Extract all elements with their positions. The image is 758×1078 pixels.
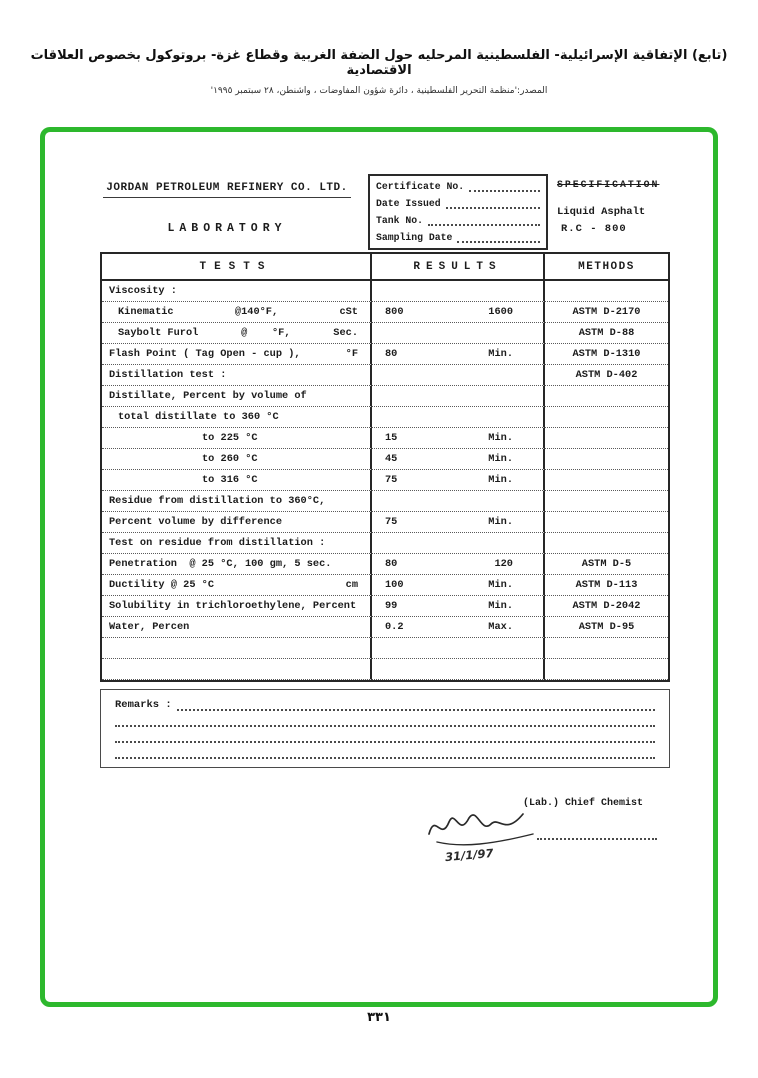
test-name: total distillate to 360 °C — [118, 411, 279, 423]
remarks-dotted-line — [177, 701, 655, 711]
result-limit: Min. — [488, 432, 513, 444]
certificate-field — [376, 181, 540, 192]
test-cell — [102, 302, 372, 323]
tests-table — [100, 252, 670, 682]
certificate-field — [376, 198, 540, 209]
test-cell — [102, 512, 372, 533]
method-cell — [545, 428, 668, 449]
test-name: Residue from distillation to 360°C, — [109, 495, 326, 507]
certificate-field-label: Date Issued — [376, 198, 441, 209]
table-row — [102, 281, 668, 302]
document-header — [0, 48, 758, 96]
method-cell — [545, 302, 668, 323]
result-value: 0.2 — [385, 621, 404, 633]
test-cell — [102, 407, 372, 428]
test-condition: @140°F, — [234, 306, 279, 318]
test-name: Penetration @ 25 °C, 100 gm, 5 sec. — [109, 558, 332, 570]
result-cell — [372, 533, 545, 554]
result-cell — [372, 407, 545, 428]
result-cell — [372, 302, 545, 323]
method-cell — [545, 281, 668, 302]
col-header-results: RESULTS — [372, 254, 545, 279]
method-cell — [545, 596, 668, 617]
remarks-line — [115, 727, 655, 743]
document-frame — [40, 127, 718, 1007]
chief-chemist-signature-line — [537, 830, 657, 840]
remarks-section — [100, 689, 670, 768]
result-cell — [372, 554, 545, 575]
test-cell — [102, 575, 372, 596]
result-cell — [372, 344, 545, 365]
method-value: ASTM D-402 — [575, 369, 638, 381]
table-header-row — [102, 254, 668, 281]
result-cell — [372, 596, 545, 617]
col-header-methods: METHODS — [578, 260, 635, 273]
table-row — [102, 428, 668, 449]
table-row — [102, 449, 668, 470]
header-title: (تابع) الإتفاقية الإسرائيلية- الفلسطينية المرحليه حول الضفة الغربية وقطاع غزة- بروتوكول بخصوص العلاقات الاقتصادية — [30, 48, 728, 78]
test-cell — [102, 491, 372, 512]
method-cell — [545, 533, 668, 554]
table-row — [102, 575, 668, 596]
method-cell — [545, 470, 668, 491]
test-cell — [102, 281, 372, 302]
result-value: 80 — [385, 348, 398, 360]
result-limit: Min. — [488, 474, 513, 486]
table-row — [102, 617, 668, 638]
result-value: 75 — [385, 516, 398, 528]
laboratory-title: LABORATORY — [167, 222, 287, 235]
method-cell — [545, 575, 668, 596]
result-limit: Min. — [488, 453, 513, 465]
result-value: 75 — [385, 474, 398, 486]
certificate-field-label: Sampling Date — [376, 232, 453, 243]
table-row — [102, 638, 668, 659]
certificate-field-label: Certificate No. — [376, 181, 465, 192]
test-name: Solubility in trichloroethylene, Percent — [109, 600, 357, 612]
test-cell — [102, 554, 372, 575]
certificate-field-value-line — [446, 200, 540, 209]
method-cell — [545, 449, 668, 470]
test-name: Percent volume by difference — [109, 516, 283, 528]
table-row — [102, 302, 668, 323]
specification-grade: R.C - 800 — [561, 223, 627, 235]
test-cell — [102, 323, 372, 344]
table-row — [102, 386, 668, 407]
method-cell — [545, 554, 668, 575]
result-cell — [372, 281, 545, 302]
table-row — [102, 323, 668, 344]
result-limit: Min. — [488, 600, 513, 612]
table-row — [102, 407, 668, 428]
company-name: JORDAN PETROLEUM REFINERY CO. LTD. — [103, 182, 351, 198]
result-cell — [372, 491, 545, 512]
method-cell — [545, 344, 668, 365]
test-name: Test on residue from distillation : — [109, 537, 326, 549]
result-value: 100 — [385, 579, 404, 591]
result-cell — [372, 470, 545, 491]
test-name: Distillate, Percent by volume of — [109, 390, 307, 402]
certificate-field — [376, 232, 540, 243]
result-cell — [372, 512, 545, 533]
method-value: ASTM D-2042 — [572, 600, 641, 612]
test-unit: °F — [345, 348, 358, 360]
result-cell — [372, 386, 545, 407]
table-row — [102, 659, 668, 680]
result-value: 800 — [385, 306, 404, 318]
company-block — [103, 182, 351, 235]
result-value: 45 — [385, 453, 398, 465]
header-source: المصدر:'منظمة التحرير الفلسطينية ، دائرة شؤون المفاوضات ، واشنطن، ٢٨ سبتمبر ١٩٩٥' — [210, 86, 548, 96]
specification-title: SPECIFICATION — [557, 179, 660, 190]
test-cell — [102, 533, 372, 554]
method-cell — [545, 491, 668, 512]
remarks-first-line — [115, 699, 655, 711]
test-cell — [102, 617, 372, 638]
test-cell — [102, 638, 372, 659]
result-limit: Min. — [488, 348, 513, 360]
test-name: Viscosity : — [109, 285, 177, 297]
test-cell — [102, 470, 372, 491]
result-limit: Max. — [488, 621, 513, 633]
result-cell — [372, 659, 545, 680]
test-name: Kinematic — [118, 306, 174, 318]
certificate-field — [376, 215, 540, 226]
certificate-field-value-line — [428, 217, 540, 226]
test-unit: cSt — [339, 306, 358, 318]
table-row — [102, 596, 668, 617]
test-cell — [102, 344, 372, 365]
method-cell — [545, 512, 668, 533]
table-row — [102, 512, 668, 533]
table-row — [102, 491, 668, 512]
page-number: ٣٣١ — [367, 1010, 391, 1025]
specification-product: Liquid Asphalt — [557, 206, 646, 218]
method-cell — [545, 407, 668, 428]
table-row — [102, 470, 668, 491]
test-cell — [102, 596, 372, 617]
test-cell — [102, 659, 372, 680]
test-cell — [102, 365, 372, 386]
method-value: ASTM D-2170 — [572, 306, 641, 318]
result-cell — [372, 449, 545, 470]
method-value: ASTM D-88 — [578, 327, 635, 339]
method-value: ASTM D-1310 — [572, 348, 641, 360]
method-cell — [545, 365, 668, 386]
result-limit: 1600 — [488, 306, 513, 318]
method-cell — [545, 386, 668, 407]
remarks-label: Remarks : — [115, 699, 172, 711]
remarks-line — [115, 743, 655, 759]
test-name: to 260 °C — [202, 453, 258, 465]
certificate-box — [368, 174, 548, 250]
method-value: ASTM D-5 — [581, 558, 632, 570]
table-row — [102, 344, 668, 365]
test-cell — [102, 449, 372, 470]
result-limit: 120 — [494, 558, 513, 570]
result-cell — [372, 638, 545, 659]
test-name: Flash Point ( Tag Open - cup ), — [109, 348, 301, 360]
method-cell — [545, 638, 668, 659]
result-value: 80 — [385, 558, 398, 570]
certificate-field-value-line — [457, 234, 540, 243]
test-cell — [102, 386, 372, 407]
method-cell — [545, 323, 668, 344]
test-condition: @ °F, — [241, 327, 291, 339]
method-cell — [545, 659, 668, 680]
result-limit: Min. — [488, 579, 513, 591]
result-cell — [372, 617, 545, 638]
test-unit: cm — [345, 579, 358, 591]
remarks-line — [115, 711, 655, 727]
col-header-tests: TESTS — [102, 254, 372, 279]
method-cell — [545, 617, 668, 638]
tests-table-body — [102, 281, 668, 680]
table-row — [102, 365, 668, 386]
result-cell — [372, 323, 545, 344]
result-value: 15 — [385, 432, 398, 444]
test-name: to 225 °C — [202, 432, 258, 444]
specification-block — [557, 179, 692, 235]
result-cell — [372, 365, 545, 386]
test-name: Ductility @ 25 °C — [109, 579, 215, 591]
table-row — [102, 533, 668, 554]
test-name: Distillation test : — [109, 369, 227, 381]
signature — [421, 802, 549, 850]
test-name: Water, Percen — [109, 621, 190, 633]
chief-chemist-label: (Lab.) Chief Chemist — [523, 798, 644, 809]
method-value: ASTM D-113 — [575, 579, 638, 591]
table-row — [102, 554, 668, 575]
test-name: to 316 °C — [202, 474, 258, 486]
test-unit: Sec. — [333, 327, 358, 339]
remarks-lines — [115, 711, 655, 759]
result-cell — [372, 428, 545, 449]
test-name: Saybolt Furol — [118, 327, 199, 339]
signature-date: 31/1/97 — [444, 845, 494, 865]
certificate-field-value-line — [469, 183, 540, 192]
result-cell — [372, 575, 545, 596]
result-value: 99 — [385, 600, 398, 612]
certificate-field-label: Tank No. — [376, 215, 424, 226]
test-cell — [102, 428, 372, 449]
method-value: ASTM D-95 — [578, 621, 635, 633]
result-limit: Min. — [488, 516, 513, 528]
